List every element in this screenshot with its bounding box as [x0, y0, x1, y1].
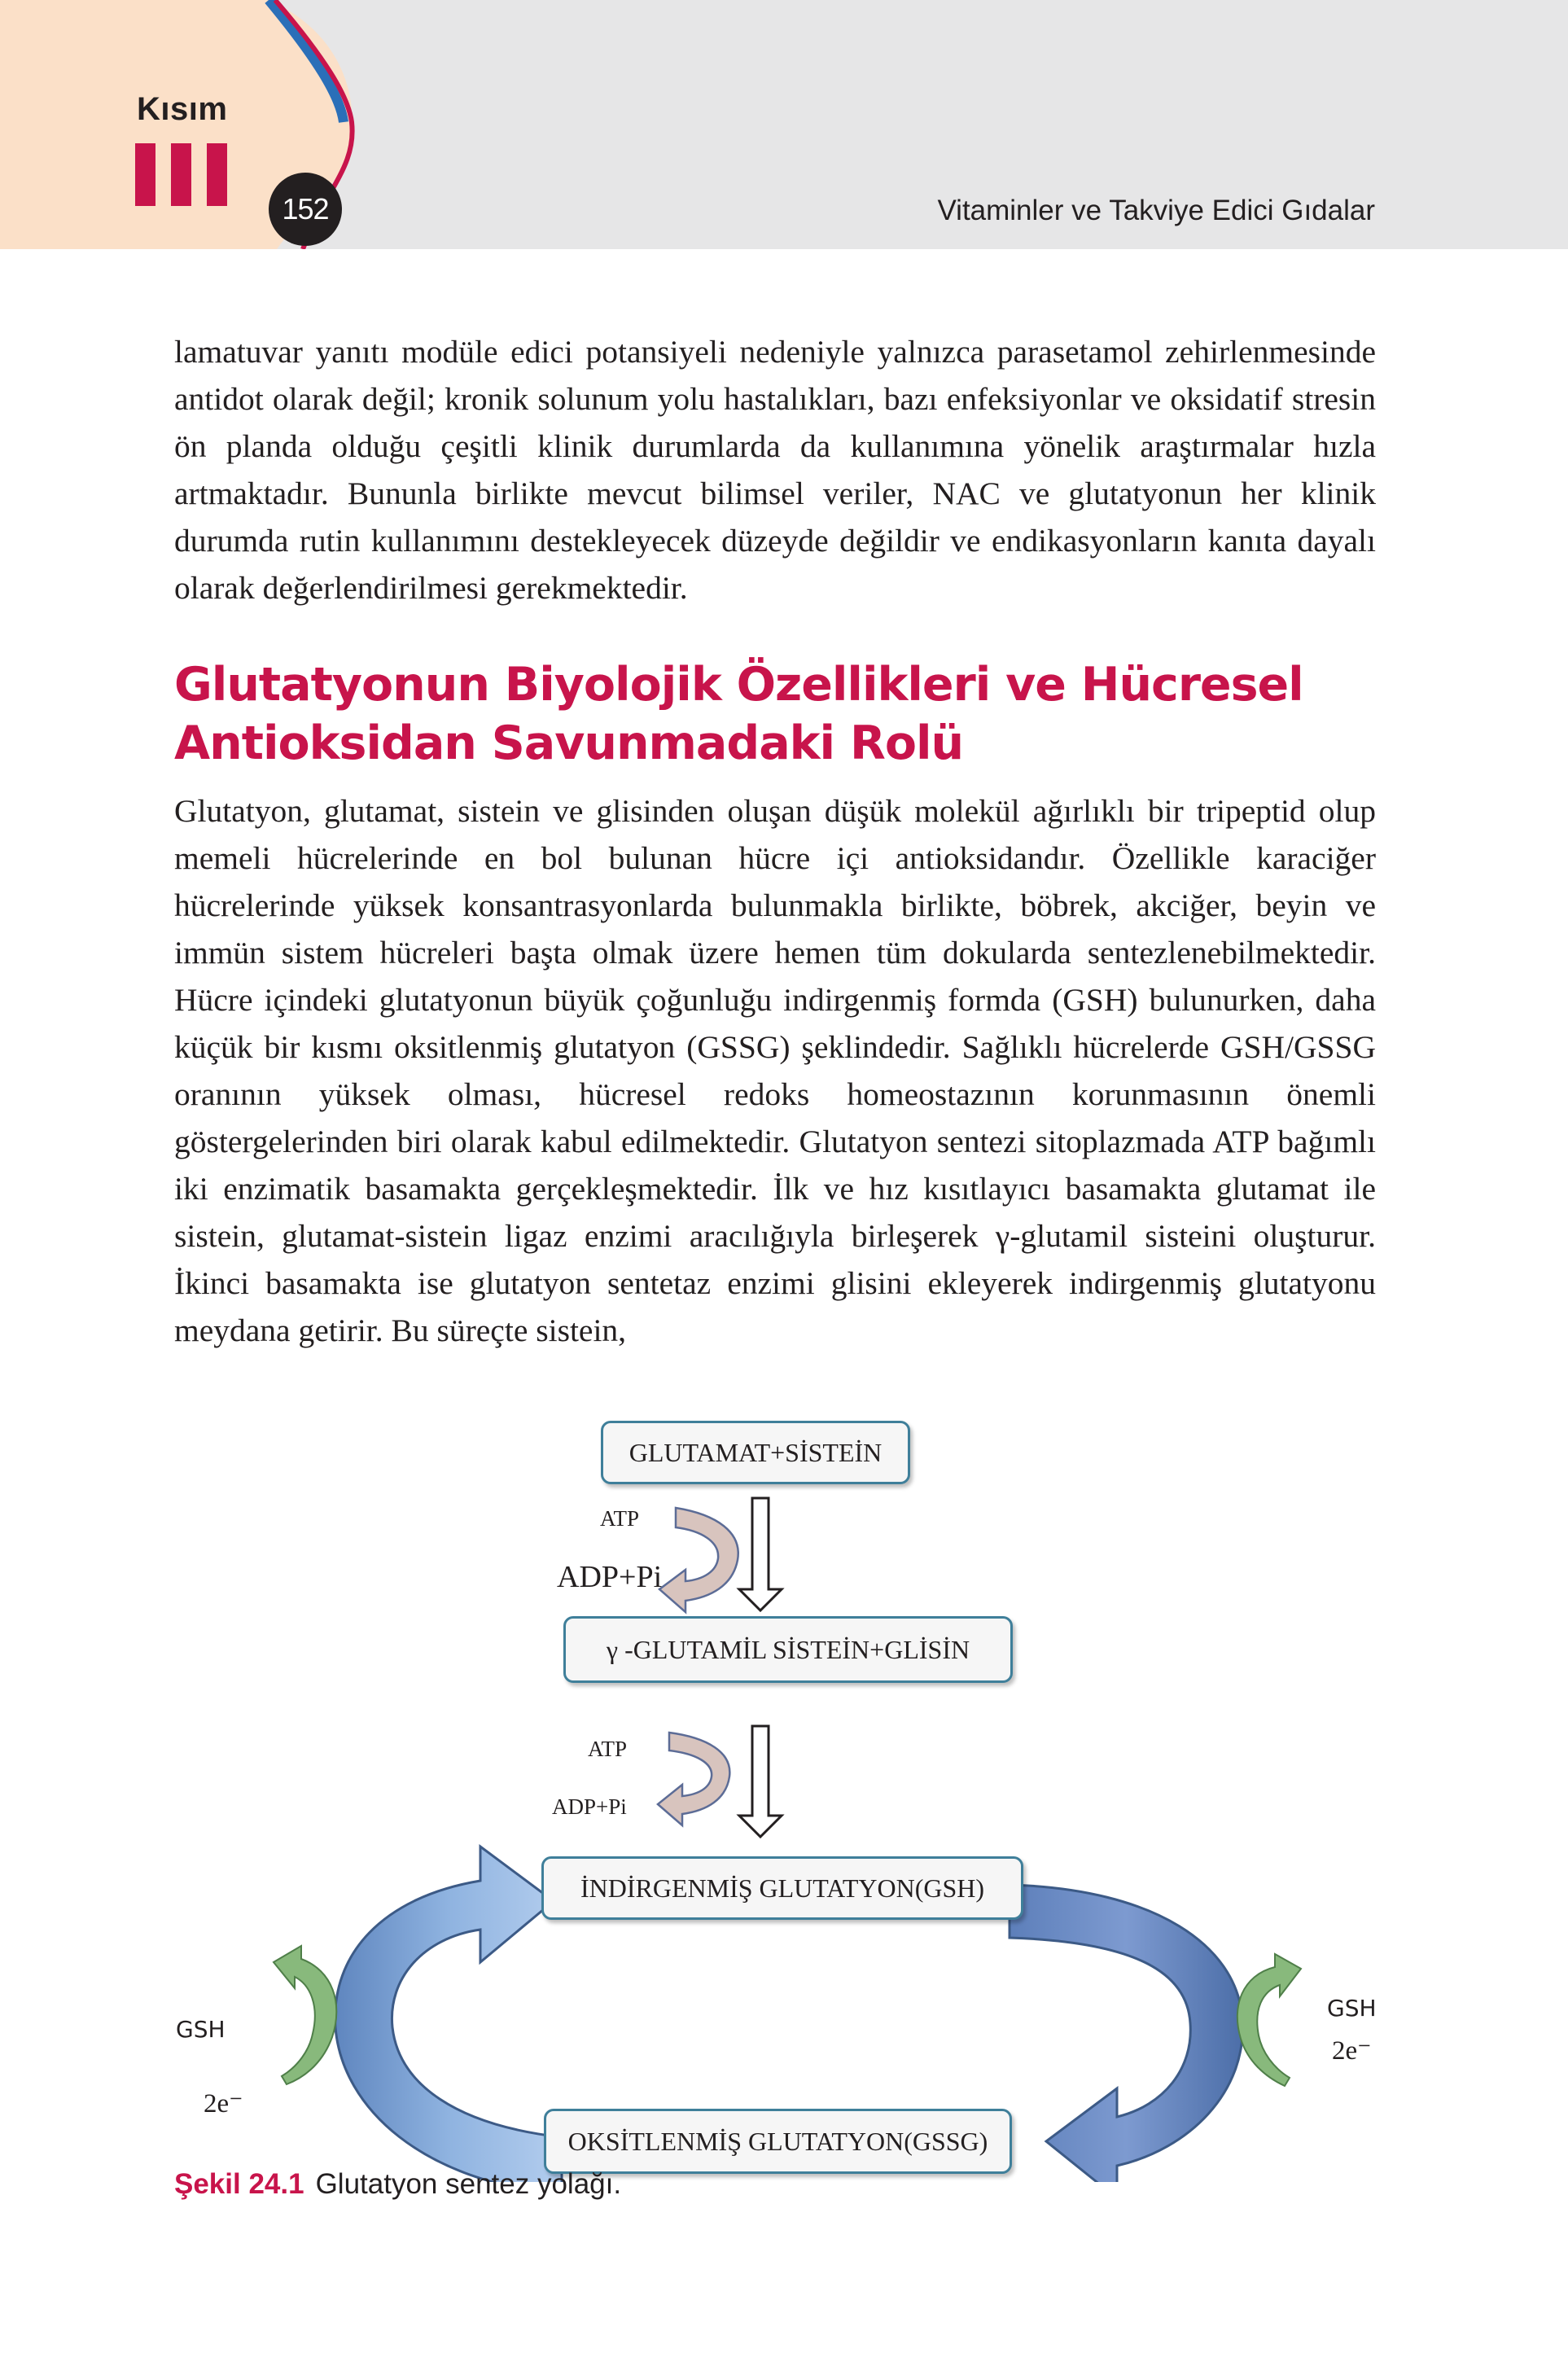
section-heading-line1: Glutatyonun Biyolojik Özellikleri ve Hücresel — [174, 658, 1303, 712]
right-cycle-arrow — [1010, 1885, 1242, 2182]
right-gsh-label: GSH — [1327, 1995, 1377, 2022]
box-indirgenmis-glutatyon: İNDİRGENMİŞ GLUTATYON(GSH) — [541, 1856, 1023, 1920]
down-arrow-2 — [739, 1726, 782, 1837]
figure-caption-text: Glutatyon sentez yolağı. — [315, 2168, 622, 2200]
glutathione-synthesis-figure — [0, 1400, 1568, 2182]
part-label: Kısım — [137, 91, 228, 127]
box-glutamat-sistein: GLUTAMAT+SİSTEİN — [601, 1421, 910, 1484]
left-2e-label: 2e⁻ — [204, 2089, 243, 2118]
intro-paragraph-block — [174, 328, 1376, 611]
figure-caption — [174, 2168, 621, 2201]
step1-atp-label: ATP — [600, 1506, 640, 1531]
left-gsh-label: GSH — [176, 2016, 226, 2043]
down-arrow-1 — [739, 1498, 782, 1610]
atp-curved-arrow-1 — [659, 1508, 738, 1612]
right-2e-label: 2e⁻ — [1332, 2036, 1372, 2066]
atp-curved-arrow-2 — [658, 1733, 729, 1825]
section-paragraph: Glutatyon, glutamat, sistein ve glisinden oluşan düşük molekül ağırlıklı bir tripeptid olup memeli hücrelerinde en bol bulunan hücre içi antioksidandır. Özellikle karaciğer hücrelerinde yüksek konsantrasyonlarda bulunmakla birlikte, böbrek, akciğer, beyin ve immün sistem hücreleri başta olmak üzere hemen tüm dokularda sentezlenebilmektedir. Hücre içindeki glutatyonun büyük çoğunluğu indirgenmiş formda (GSH) bulunurken, daha küçük bir kısmı oksitlenmiş glutatyon (GSSG) şeklindedir. Sağlıklı hücrelerde GSH/GSSG oranının yüksek olması, hücresel redoks homeostazının korunmasının önemli göstergelerinden biri olarak kabul edilmektedir. Glutatyon sentezi sitoplazmada ATP bağımlı iki enzimatik basamakta gerçekleşmektedir. İlk ve hız kısıtlayıcı basamakta glutamat ile sistein, glutamat-sistein ligaz enzimi aracılığıyla birleşerek γ-glutamil sisteini oluşturur. İkinci basamakta ise glutatyon sentetaz enzimi glisini ekleyerek indirgenmiş glutatyonu meydana getirir. Bu süreçte sistein, — [174, 793, 1376, 1348]
running-title: Vitaminler ve Takviye Edici Gıdalar — [937, 195, 1375, 226]
section-paragraph-block — [174, 787, 1376, 1354]
step2-adp-label: ADP+Pi — [552, 1794, 627, 1819]
box-gamma-glutamil-sistein: γ -GLUTAMİL SİSTEİN+GLİSİN — [563, 1616, 1013, 1683]
right-green-arrow — [1237, 1954, 1301, 2086]
step1-adp-label: ADP+Pi — [557, 1560, 663, 1594]
figure-caption-number: Şekil 24.1 — [174, 2168, 304, 2200]
page-header — [0, 0, 1568, 249]
section-heading — [174, 655, 1379, 773]
intro-paragraph: lamatuvar yanıtı modüle edici potansiyeli nedeniyle yalnızca parasetamol zehirlenmesinde antidot olarak değil; kronik solunum yolu hastalıkları, bazı enfeksiyonlar ve oksidatif stresin ön planda olduğu çeşitli klinik durumlarda da kullanımına yönelik araştırmalar hızla artmaktadır. Bununla birlikte mevcut bilimsel veriler, NAC ve glutatyonun her klinik durumda rutin kullanımını destekleyecek düzeyde değildir ve endikasyonların kanıta dayalı olarak değerlendirilmesi gerekmektedir. — [174, 334, 1376, 606]
step2-atp-label: ATP — [588, 1737, 628, 1761]
page-number: 152 — [269, 173, 342, 246]
section-heading-line2: Antioksidan Savunmadaki Rolü — [174, 716, 964, 770]
box-oksitlenmis-glutatyon: OKSİTLENMİŞ GLUTATYON(GSSG) — [544, 2109, 1012, 2174]
left-cycle-arrow — [335, 1847, 562, 2182]
left-green-arrow — [274, 1946, 336, 2084]
